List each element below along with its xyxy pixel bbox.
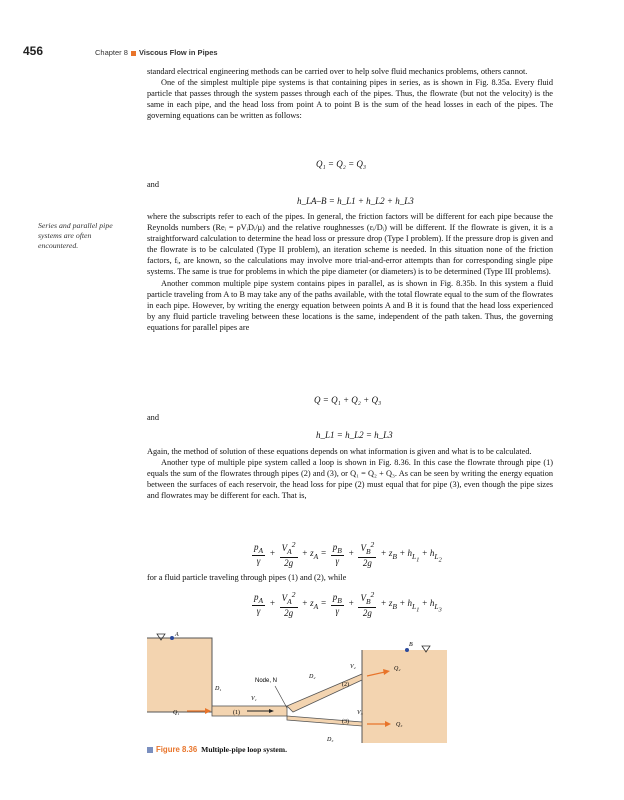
- label-d3: D₃: [327, 737, 334, 743]
- figure-caption: Figure 8.36 Multiple-pipe loop system.: [147, 745, 287, 754]
- margin-note: Series and parallel pipe systems are often encountered.: [38, 221, 113, 251]
- paragraph-5: Again, the method of solution of these equations depends on what information is given and what is to be calculated. Another type of multiple pipe system called a loop is shown in Fig. 8.36. In this case the flowrate through pipe (1) equals the sum of the flowrates through pipes (2) and (3), or Q₁ = Q₂ + Q₃. As can be seen by writing the energy equation between the surfaces of each reservoir, the head loss for pipe (2) must equal that for pipe (3), even though the pipe sizes and flowrates may be different for each. That is,: [147, 447, 553, 501]
- label-q2: Q₂: [394, 666, 401, 672]
- label-d1: D₁: [215, 686, 222, 692]
- label-pipe-2: (2): [342, 682, 349, 688]
- label-q3: Q₃: [396, 722, 403, 728]
- label-q1: Q₁: [173, 710, 180, 716]
- page-header: [23, 44, 218, 58]
- reservoir-a-water: [147, 638, 212, 712]
- label-b: B: [409, 642, 413, 648]
- paragraph-2: One of the simplest multiple pipe systems is that containing pipes in series, as is shown in Fig. 8.35a. Every fluid particle that passes through the system passes through each of the pipes. Thus, the flowrate (but not the velocity) is the same in each pipe, and the head loss from point A to point B is the sum of the head losses in each of the pipes. The governing equations can be written as follows:: [147, 78, 553, 121]
- chapter-title: Viscous Flow in Pipes: [138, 48, 218, 57]
- page-number: 456: [23, 44, 44, 58]
- and-text-1: and: [147, 180, 159, 189]
- loop-system-figure: [147, 628, 447, 743]
- point-a-marker: [170, 636, 174, 640]
- chapter-label: Chapter 8 Viscous Flow in Pipes: [95, 48, 218, 57]
- and-text-2: and: [147, 413, 159, 422]
- label-d2: D₂: [309, 674, 316, 680]
- paragraph-6: Another type of multiple pipe system called a loop is shown in Fig. 8.36. In this case the flowrate through pipe (1) equals the sum of the flowrates through pipes (2) and (3), or Q₁ = Q₂ + Q₃. As can be seen by writing the energy equation between the surfaces of each reservoir, the head loss for pipe (2) must equal that for pipe (3), even though the pipe sizes and flowrates may be different for each. That is,: [147, 458, 553, 501]
- label-v1: V₁: [251, 696, 257, 702]
- equation-parallel-flow: Q = Q₁ + Q₂ + Q₃: [314, 395, 382, 405]
- point-b-marker: [405, 648, 409, 652]
- label-v3: V₃: [357, 710, 363, 716]
- pipe-3: [287, 716, 362, 726]
- label-pipe-1: (1): [233, 710, 240, 716]
- caption-square-icon: [147, 747, 153, 753]
- pipe-2: [287, 674, 362, 712]
- paragraph-4: Another common multiple pipe system contains pipes in parallel, as is shown in Fig. 8.35b. In this system a fluid particle traveling from A to B may take any of the paths available, with the total flowrate equal to the sum of the flowrates in each pipe. However, by writing the energy equation between points A and B it is found that the head loss experienced by any fluid particle traveling between these locations is the same, independent of the path taken. Thus, the governing equations for parallel pipes are: [147, 278, 553, 332]
- equation-series-headloss: h_LA–B = h_L1 + h_L2 + h_L3: [297, 196, 414, 206]
- chapter-square-icon: [131, 51, 136, 56]
- label-v2: V₂: [350, 664, 356, 670]
- equation-series-flow: Q₁ = Q₂ = Q₃: [316, 159, 367, 169]
- node-pointer: [275, 686, 287, 708]
- paragraph-3: where the subscripts refer to each of the pipes. In general, the friction factors will be different for each pipe because the Reynolds numbers (Reᵢ = ρVᵢDᵢ/μ) and the relative roughnesses (εᵢ/Dᵢ) will be different. If the flowrate is given, it is a straightforward calculation to determine the head loss or pressure drop (Type I problem). If the pressure drop is given and the flowrate is to be calculated (Type II problem), an iteration scheme is needed. In this situation none of the friction factors, fᵢ, are known, so the calculations may involve more trial-and-error attempts than for corresponding single pipe systems. The same is true for problems in which the pipe diameter (or diameters) is to be determined (Type III problems). Another common multiple pipe system contains pipes in parallel, as is shown in Fig. 8.35b. In this system a fluid particle traveling from A to B may take any of the paths available, with the total flowrate equal to the sum of the flowrates in each pipe. However, by writing the energy equation between points A and B it is found that the head loss experienced by any fluid particle traveling between these locations is the same, independent of the path taken. Thus, the governing equations for parallel pipes are: [147, 212, 553, 332]
- label-a: A: [175, 632, 179, 638]
- paragraph-1: standard electrical engineering methods can be carried over to help solve fluid mechanics problems, others cannot. One of the simplest multiple pipe systems is that containing pipes in series, as is shown in Fig. 8.35a. Every fluid particle that passes through the system passes through each of the pipes. Thus, the flowrate (but not the velocity) is the same in each pipe, and the head loss from point A to point B is the sum of the head losses in each of the pipes. The governing equations can be written as follows:: [147, 67, 553, 121]
- label-node: Node, N: [255, 678, 278, 684]
- energy-equation-2: $\frac{p_A}{\gamma}$ + $\frac{V_A^2}{2g}$ + $z_A$ = $\frac{p_B}{\gamma}$ + $\frac{V_B^2}{2g}$ + $z_B + h_{L_1} + h_{L_3}$: [254, 590, 442, 618]
- equation-parallel-headloss: h_L1 = h_L2 = h_L3: [316, 430, 393, 440]
- paragraph-7: for a fluid particle traveling through pipes (1) and (2), while: [147, 573, 347, 582]
- label-pipe-3: (3): [342, 719, 349, 725]
- energy-equation-1: $\frac{p_A}{\gamma}$ + $\frac{V_A^2}{2g}$ + $z_A$ = $\frac{p_B}{\gamma}$ + $\frac{V_B^2}{2g}$ + $z_B + h_{L_1} + h_{L_2}$: [254, 540, 442, 568]
- reservoir-b-water: [362, 650, 447, 743]
